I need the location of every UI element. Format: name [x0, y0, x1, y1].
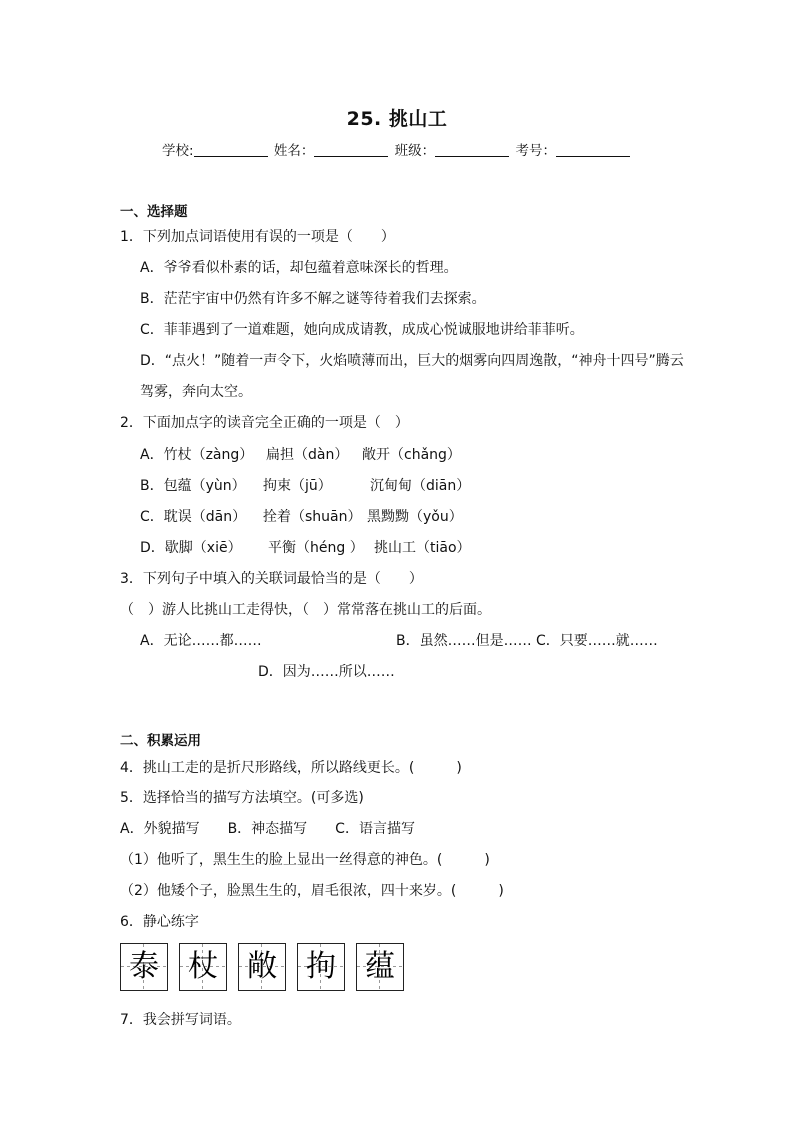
question-1-stem: 1．下列加点词语使用有误的一项是（ ）: [120, 229, 395, 245]
question-5-sentence-2: （2）他矮个子，脸黑生生的，眉毛很浓，四十来岁。( ): [120, 883, 504, 899]
question-5-stem: 5．选择恰当的描写方法填空。(可多选): [120, 790, 364, 806]
question-3-option-d: D．因为……所以……: [258, 664, 395, 680]
school-blank[interactable]: [194, 142, 268, 157]
question-1-option-b: B．茫茫宇宙中仍然有许多不解之谜等待着我们去探索。: [140, 291, 486, 307]
class-label: 班级：: [394, 143, 436, 159]
number-blank[interactable]: [556, 142, 630, 157]
practice-cell: [120, 943, 168, 991]
question-2-option-row: [140, 446, 700, 464]
option-cell: B．包蕴（yùn）: [140, 478, 246, 494]
question-3-option-b: B．虽然……但是……: [396, 633, 532, 649]
option-cell: D．歇脚（xiē）: [140, 540, 242, 556]
name-label: 姓名：: [273, 143, 315, 159]
practice-character: 拘: [306, 949, 336, 984]
question-3-sentence: （ ）游人比挑山工走得快，（ ）常常落在挑山工的后面。: [120, 602, 491, 618]
option-cell: 挑山工（tiāo）: [374, 540, 471, 556]
practice-cell: [238, 943, 286, 991]
question-3-option-a: A．无论……都……: [140, 633, 262, 649]
question-1-option-c: C．菲菲遇到了一道难题，她向成成请教，成成心悦诚服地讲给菲菲听。: [140, 322, 584, 338]
name-blank[interactable]: [314, 142, 388, 157]
question-4: 4．挑山工走的是折尺形路线，所以路线更长。( ): [120, 760, 462, 776]
section-heading-accumulate: 二、积累运用: [120, 733, 201, 749]
option-cell: A．竹杖（zàng）: [140, 447, 254, 463]
section-heading-choice: 一、选择题: [120, 204, 188, 220]
question-5-options: A．外貌描写 B．神态描写 C．语言描写: [120, 821, 415, 837]
option-cell: 沉甸甸（diān）: [370, 478, 471, 494]
practice-character: 敞: [247, 949, 277, 984]
question-7: 7．我会拼写词语。: [120, 1012, 241, 1028]
question-2-option-row: [140, 539, 700, 557]
question-6-stem: 6．静心练字: [120, 914, 199, 930]
option-cell: 黑黝黝（yǒu）: [367, 509, 463, 525]
student-info-line: [0, 139, 794, 159]
class-blank[interactable]: [435, 142, 509, 157]
question-3-option-row: [140, 632, 670, 650]
question-2-option-row: [140, 477, 700, 495]
question-5-sentence-1: （1）他听了，黑生生的脸上显出一丝得意的神色。( ): [120, 852, 490, 868]
worksheet-title: 25. 挑山工: [346, 108, 448, 130]
option-cell: 平衡（héng ）: [268, 540, 364, 556]
practice-character: 杖: [188, 949, 218, 984]
question-1-option-d-continued: 驾雾，奔向太空。: [140, 384, 252, 400]
practice-cell: [356, 943, 404, 991]
number-label: 考号：: [515, 143, 556, 159]
practice-cell: [179, 943, 227, 991]
question-1-option-d: D．“点火！”随着一声令下，火焰喷薄而出，巨大的烟雾向四周逸散，“神舟十四号”腾云: [140, 353, 684, 369]
option-cell: 扁担（dàn）: [266, 447, 349, 463]
option-cell: 拴着（shuān）: [263, 509, 362, 525]
option-cell: C．耽误（dān）: [140, 509, 247, 525]
practice-cell: [297, 943, 345, 991]
question-2-option-row: [140, 508, 700, 526]
option-cell: 敞开（chǎng）: [362, 447, 461, 463]
option-cell: 拘束（jū）: [263, 478, 332, 494]
school-label: 学校:: [162, 143, 194, 159]
question-3-stem: 3．下列句子中填入的关联词最恰当的是（ ）: [120, 571, 423, 587]
practice-character: 泰: [129, 949, 159, 984]
question-3-option-c: C．只要……就……: [536, 633, 658, 649]
question-2-stem: 2．下面加点字的读音完全正确的一项是（ ）: [120, 415, 409, 431]
practice-character: 蕴: [365, 949, 395, 984]
question-1-option-a: A．爷爷看似朴素的话，却包蕴着意味深长的哲理。: [140, 260, 458, 276]
